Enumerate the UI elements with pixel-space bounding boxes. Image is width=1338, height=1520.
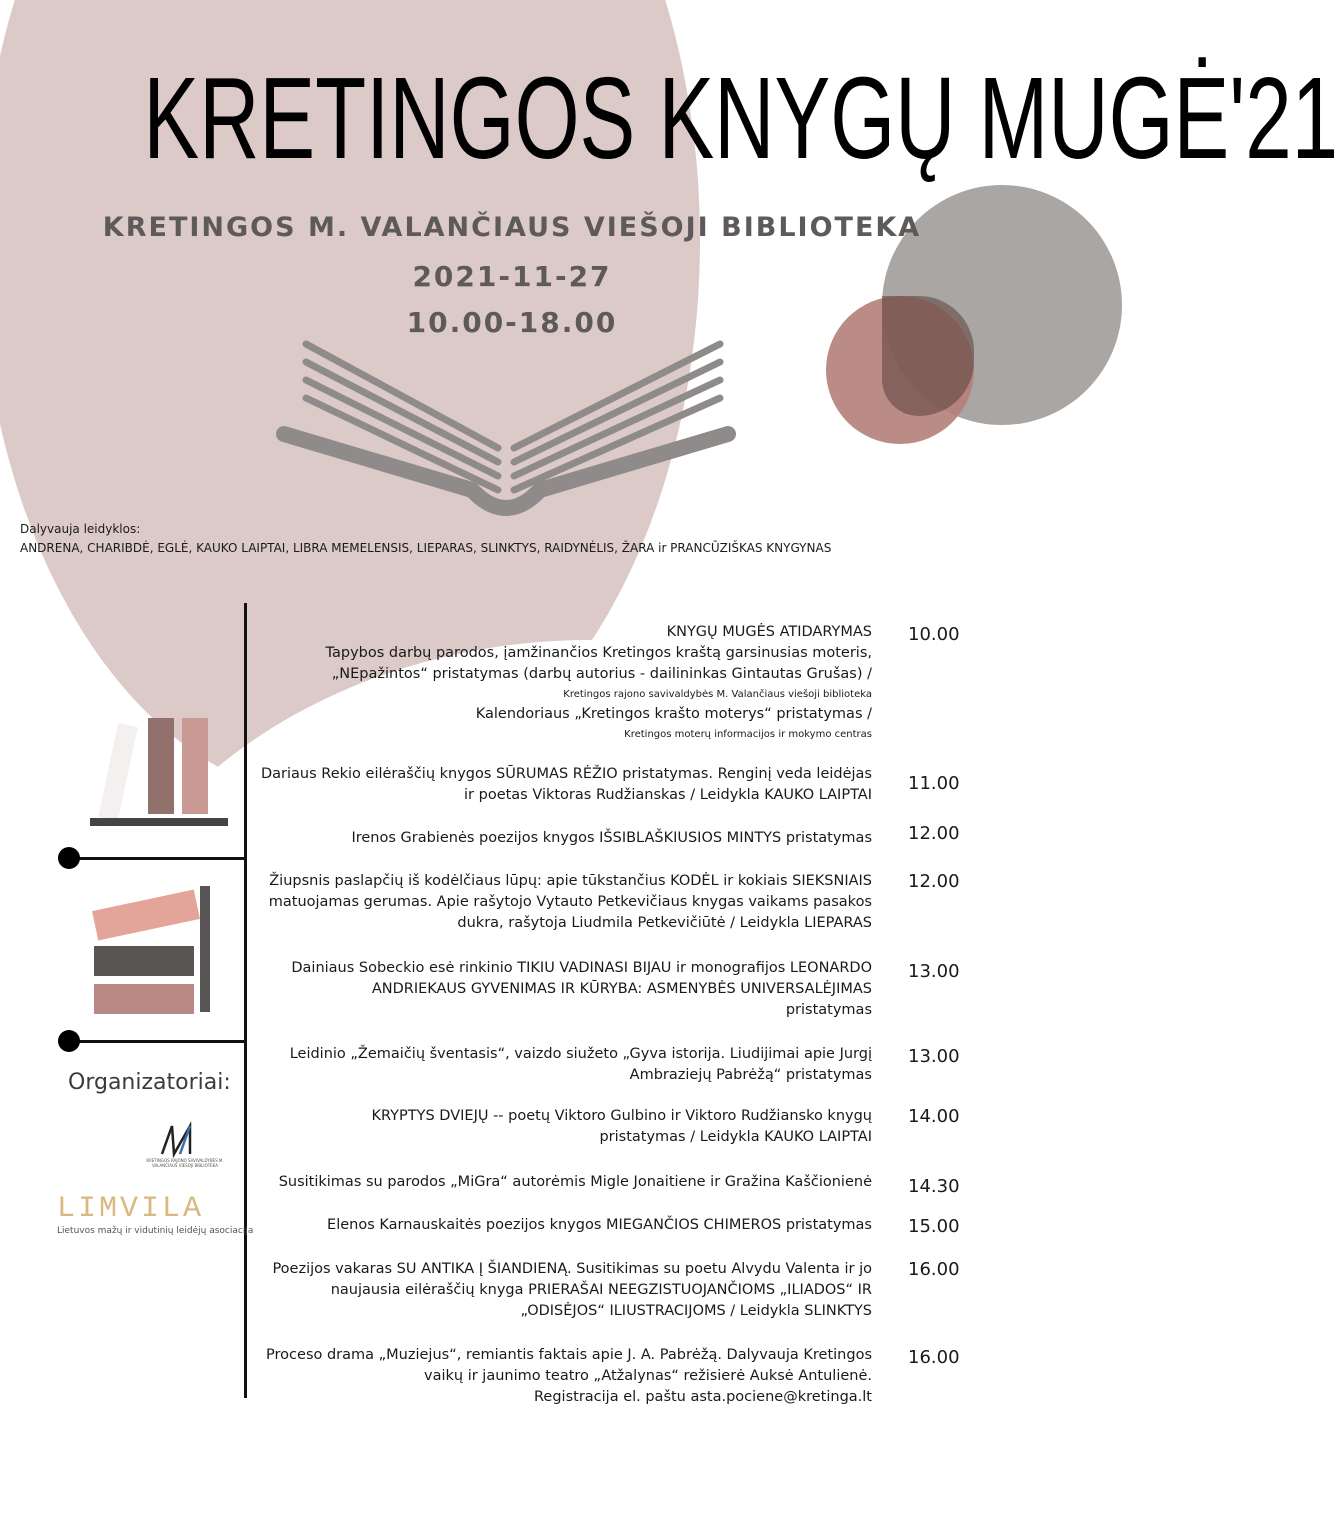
schedule-event-6	[232, 1044, 872, 1086]
event-text-line: „ODISĖJOS“ ILIUSTRACIJOMS / Leidykla SLINKTYS	[520, 1303, 872, 1319]
organizers-label: Organizatoriai:	[68, 1070, 231, 1095]
event-text-line: Elenos Karnauskaitės poezijos knygos MIEGANČIOS CHIMEROS pristatymas	[327, 1217, 872, 1233]
event-text-line: Dariaus Rekio eilėraščių knygos SŪRUMAS RĖŽIO pristatymas. Renginį veda leidėjas	[261, 766, 872, 782]
event-time-9: 15.00	[908, 1216, 960, 1237]
event-text-line: KRYPTYS DVIEJŲ -- poetų Viktoro Gulbino ir Viktoro Rudžiansko knygų	[371, 1108, 872, 1124]
event-text-line: Ambraziejų Pabrėžą“ pristatymas	[629, 1067, 872, 1083]
schedule-event-3	[232, 828, 872, 849]
event-text-line: Irenos Grabienės poezijos knygos IŠSIBLAŠKIUSIOS MINTYS pristatymas	[351, 830, 872, 846]
stacked-books-icon	[90, 886, 220, 1016]
timeline-branch-1	[70, 857, 246, 860]
event-organizer-note: Kretingos moterų informacijos ir mokymo centras	[624, 729, 872, 740]
event-text-line: Kalendoriaus „Kretingos krašto moterys“ pristatymas /	[475, 706, 872, 722]
event-text-line: dukra, rašytoja Liudmila Petkevičiūtė / Leidykla LIEPARAS	[457, 915, 872, 931]
schedule-event-9	[232, 1215, 872, 1236]
event-text-line: ir poetas Viktoras Rudžianskas / Leidykla KAUKO LAIPTAI	[464, 787, 872, 803]
limvila-logo-name: LIMVILA	[57, 1192, 205, 1226]
event-text-line: KNYGŲ MUGĖS ATIDARYMAS	[666, 624, 872, 640]
event-time-11: 16.00	[908, 1347, 960, 1368]
event-text-line: Leidinio „Žemaičių šventasis“, vaizdo siužeto „Gyva istorija. Liudijimai apie Jurgį	[289, 1046, 872, 1062]
event-text-line: pristatymas	[785, 1002, 872, 1018]
event-time-1: 10.00	[908, 624, 960, 645]
event-text-line: Poezijos vakaras SU ANTIKA Į ŠIANDIENĄ. Susitikimas su poetu Alvydu Valenta ir jo	[272, 1261, 872, 1277]
schedule-event-2	[232, 764, 872, 806]
event-text-line: Proceso drama „Muziejus“, remiantis faktais apie J. A. Pabrėžą. Dalyvauja Kretingos	[266, 1347, 872, 1363]
event-text-line: pristatymas / Leidykla KAUKO LAIPTAI	[599, 1129, 872, 1145]
schedule-event-8	[232, 1172, 872, 1193]
schedule-event-1	[232, 622, 872, 744]
event-time-2: 11.00	[908, 773, 960, 794]
event-hours: 10.00-18.00	[406, 306, 618, 339]
event-time-7: 14.00	[908, 1106, 960, 1127]
event-organizer-note: Kretingos rajono savivaldybės M. Valančiaus viešoji biblioteka	[563, 689, 872, 700]
library-logo-icon	[140, 1120, 230, 1158]
schedule-event-10	[232, 1259, 872, 1322]
event-text-line: Registracija el. paštu asta.pociene@kretinga.lt	[534, 1389, 872, 1405]
event-time-3: 12.00	[908, 823, 960, 844]
event-text-line: vaikų ir jaunimo teatro „Atžalynas“ režisierė Auksė Antulienė.	[424, 1368, 872, 1384]
event-time-6: 13.00	[908, 1046, 960, 1067]
limvila-logo-subtitle: Lietuvos mažų ir vidutinių leidėjų asociacija	[57, 1226, 254, 1236]
event-text-line: „NEpažintos“ pristatymas (darbų autorius - dailininkas Gintautas Grušas) /	[331, 666, 872, 682]
event-time-10: 16.00	[908, 1259, 960, 1280]
library-logo	[140, 1120, 230, 1174]
event-text-line: naujausia eilėraščių knyga PRIERAŠAI NEEGZISTUOJANČIOMS „ILIADOS“ IR	[330, 1282, 872, 1298]
event-text-line: Tapybos darbų parodos, įamžinančios Kretingos kraštą garsinusias moteris,	[325, 645, 872, 661]
limvila-logo-icon	[57, 1192, 204, 1226]
timeline-dot-2	[58, 1030, 80, 1052]
standing-books-icon	[90, 716, 230, 830]
schedule-event-5	[232, 958, 872, 1021]
event-time-8: 14.30	[908, 1176, 960, 1197]
event-date: 2021-11-27	[412, 260, 612, 293]
event-time-5: 13.00	[908, 961, 960, 982]
event-text-line: matuojamas gerumas. Apie rašytojo Vytauto Petkevičiaus knygas vaikams pasakos	[268, 894, 872, 910]
schedule-event-4	[232, 871, 872, 934]
event-text-line: Susitikimas su parodos „MiGra“ autorėmis Migle Jonaitiene ir Gražina Kaščionienė	[278, 1174, 872, 1190]
event-text-line: Žiupsnis paslapčių iš kodėlčiaus lūpų: apie tūkstančius KODĖL ir kokiais SIEKSNIAIS	[269, 873, 872, 889]
publishers-label: Dalyvauja leidyklos:	[20, 522, 141, 536]
venue-name: KRETINGOS M. VALANČIAUS VIEŠOJI BIBLIOTEKA	[102, 212, 922, 243]
open-book-icon	[276, 330, 736, 530]
event-text-line: Dainiaus Sobeckio esė rinkinio TIKIU VADINASI BIJAU ir monografijos LEONARDO	[291, 960, 872, 976]
publishers-list: ANDRENA, CHARIBDĖ, EGLĖ, KAUKO LAIPTAI, LIBRA MEMELENSIS, LIEPARAS, SLINKTYS, RAIDYNĖLIS, ŽARA ir PRANCŪZIŠKAS KNYGYNAS	[20, 541, 832, 555]
library-logo-text: KRETINGOS RAJONO SAVIVALDYBĖS M. VALANČIAUS VIEŠOJI BIBLIOTEKA	[146, 1158, 224, 1168]
timeline-dot-1	[58, 847, 80, 869]
timeline-branch-2	[70, 1040, 246, 1043]
schedule-event-11	[232, 1345, 872, 1408]
page-title: KRETINGOS KNYGŲ MUGĖ'21	[143, 53, 1338, 183]
event-time-4: 12.00	[908, 871, 960, 892]
event-text-line: ANDRIEKAUS GYVENIMAS IR KŪRYBA: ASMENYBĖS UNIVERSALĖJIMAS	[371, 981, 872, 997]
schedule-event-7	[232, 1106, 872, 1148]
